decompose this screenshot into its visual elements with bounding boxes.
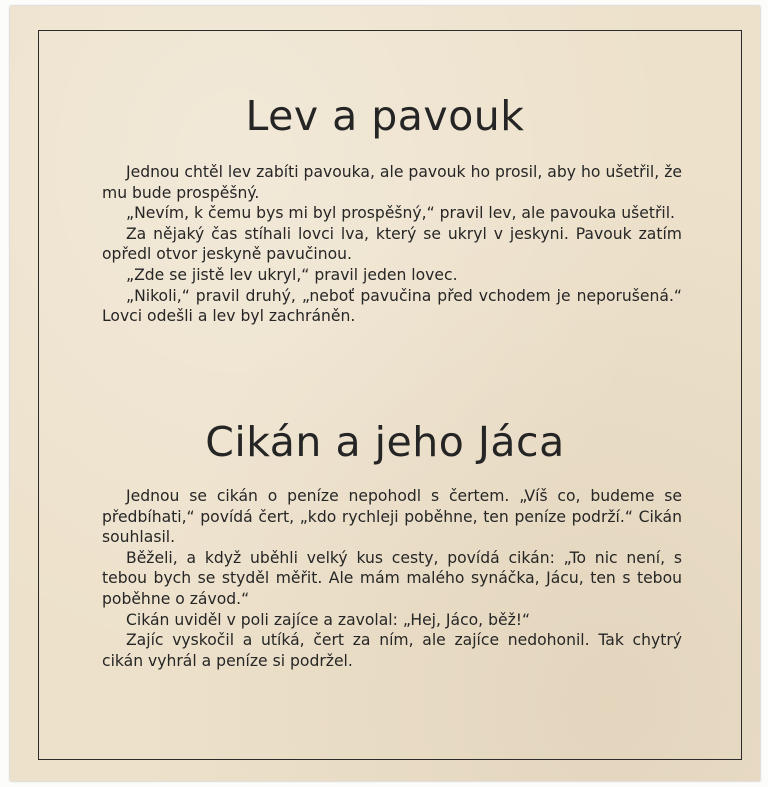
paragraph: Zajíc vyskočil a utíká, čert za ním, ale zajíce nedohonil. Tak chytrý cikán vyhrál a peníze si podržel. [102,631,682,670]
paragraph: Cikán uviděl v poli zajíce a zavolal: „Hej, Jáco, běž!“ [126,610,531,629]
paragraph: Běželi, a když uběhli velký kus cesty, povídá cikán: „To nic není, s tebou bych se styděl měřit. Ale mám malého synáčka, Jácu, ten s tebou poběhne o závod.“ [102,548,682,608]
fable-title-lev-a-pavouk: Lev a pavouk [245,92,525,140]
paper-sheet [10,6,760,781]
paragraph: „Nikoli,“ pravil druhý, „neboť pavučina před vchodem je neporušená.“ Lovci odešli a lev byl zachráněn. [102,286,682,326]
fable-title-cikan-a-jeho-jaca: Cikán a jeho Jáca [205,418,565,466]
paragraph: Jednou chtěl lev zabíti pavouka, ale pavouk ho prosil, aby ho ušetřil, že mu bude prospěšný. [102,163,682,202]
paragraph: „Nevím, k čemu bys mi byl prospěšný,“ pravil lev, ale pavouka ušetřil. [126,204,675,223]
fable-text-lev-a-pavouk [102,162,682,327]
paragraph: Jednou se cikán o peníze nepohodl s čertem. „Víš co, budeme se předbíhati,“ povídá čert, „kdo rychleji poběhne, ten peníze podrží.“ Cikán souhlasil. [102,487,682,547]
fable-text-cikan-a-jeho-jaca [102,486,682,671]
paragraph: Za nějaký čas stíhali lovci lva, který se ukryl v jeskyni. Pavouk zatím opředl otvor jeskyně pavučinou. [102,224,682,264]
paragraph: „Zde se jistě lev ukryl,“ pravil jeden lovec. [126,265,458,284]
